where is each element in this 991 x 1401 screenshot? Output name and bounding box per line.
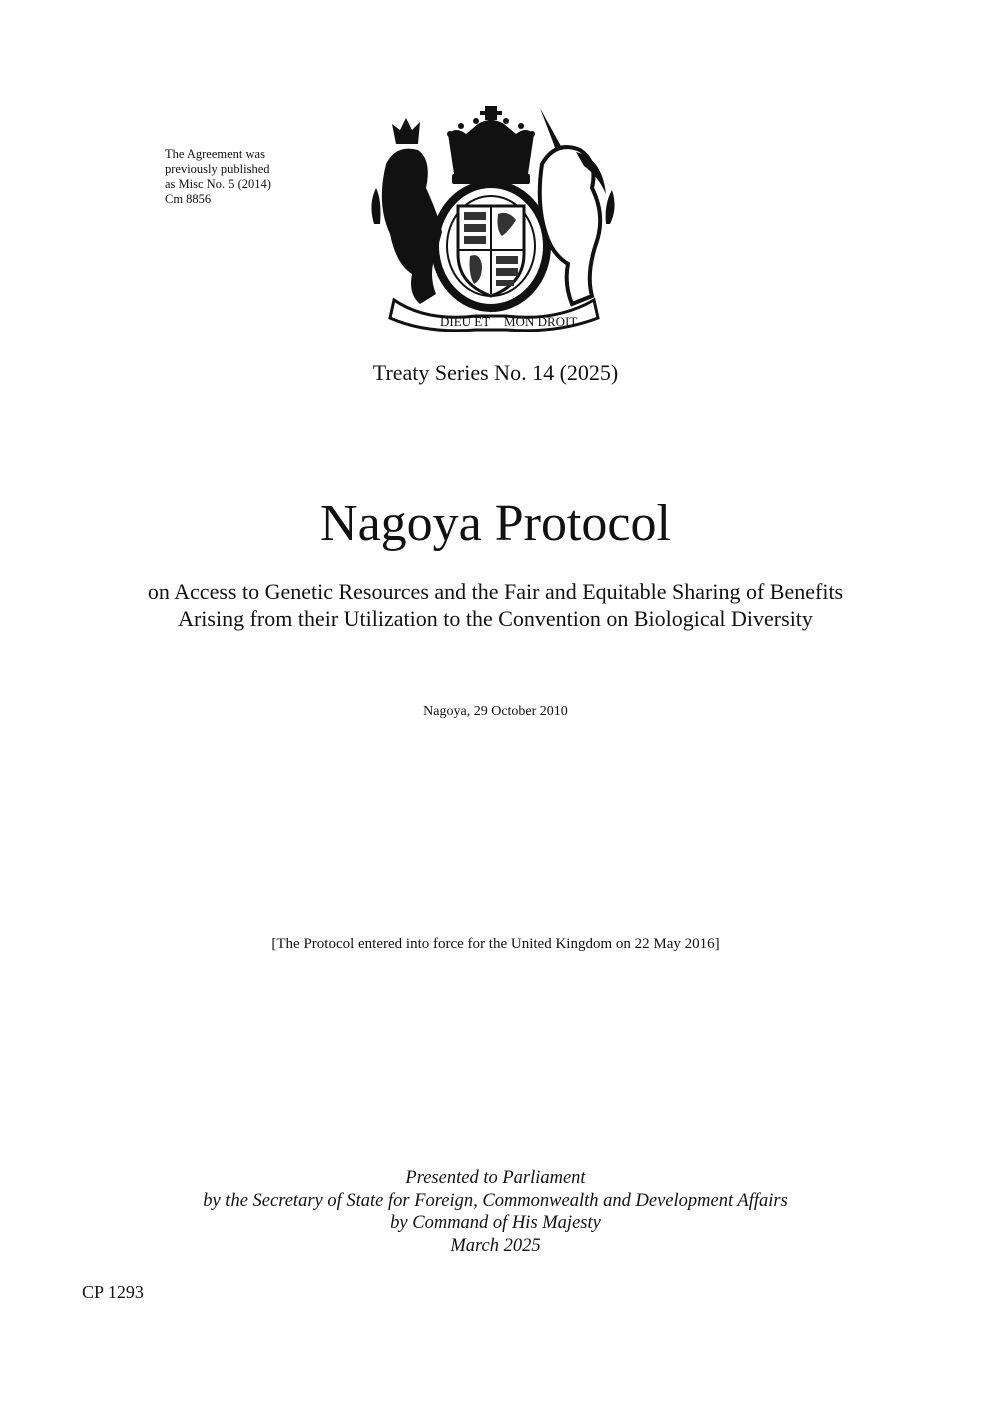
note-line: as Misc No. 5 (2014) [165, 177, 271, 191]
document-subtitle [0, 578, 991, 632]
presentation-line: by Command of His Majesty [390, 1213, 601, 1233]
motto-text: DIEU ET [440, 314, 491, 329]
lion-icon [371, 118, 442, 304]
subtitle-line: on Access to Genetic Resources and the Fair and Equitable Sharing of Benefits [147, 579, 844, 604]
command-paper-number: CP 1293 [82, 1282, 144, 1302]
document-title: Nagoya Protocol [320, 495, 671, 552]
crown-icon [447, 106, 535, 184]
royal-coat-of-arms-icon [366, 104, 620, 332]
prior-publication-note [165, 147, 271, 207]
entry-into-force-note: [The Protocol entered into force for the United Kingdom on 22 May 2016] [271, 936, 720, 952]
treaty-series-number: Treaty Series No. 14 (2025) [372, 360, 619, 385]
presentation-line: by the Secretary of State for Foreign, Commonwealth and Development Affairs [203, 1190, 788, 1211]
note-line: The Agreement was [165, 147, 265, 161]
subtitle-line: Arising from their Utilization to the Convention on Biological Diversity [178, 606, 813, 631]
note-line: Cm 8856 [165, 192, 212, 206]
note-line: previously published [165, 162, 270, 176]
presentation-statement [0, 1167, 991, 1257]
presentation-line: Presented to Parliament [405, 1168, 586, 1188]
unicorn-icon [540, 108, 615, 304]
svg-text:MON DROIT: MON DROIT [504, 314, 578, 329]
presentation-line: March 2025 [450, 1235, 541, 1256]
place-and-date: Nagoya, 29 October 2010 [423, 704, 568, 719]
